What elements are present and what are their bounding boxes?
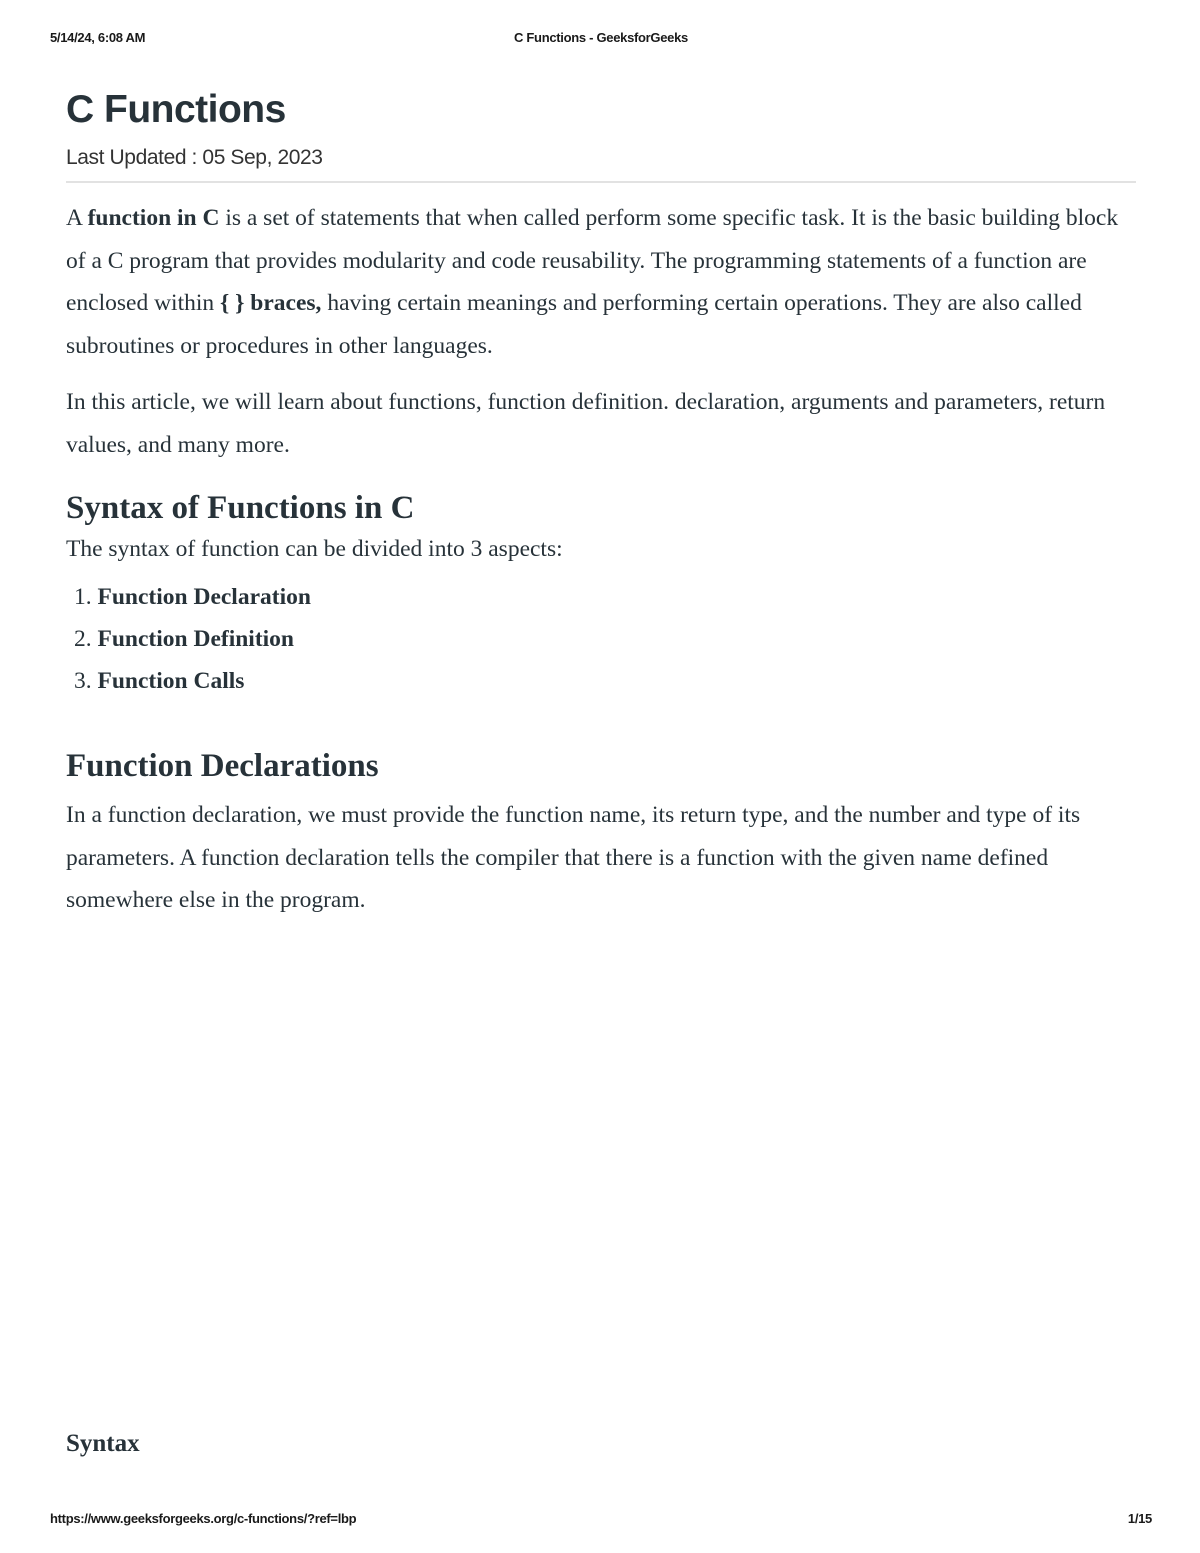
- divider: [66, 181, 1136, 183]
- aspects-list: [66, 576, 1136, 702]
- print-header: [50, 30, 1152, 48]
- list-item-number: 3.: [74, 668, 92, 694]
- declarations-heading: Function Declarations: [66, 748, 379, 784]
- list-item-label: Function Calls: [97, 668, 245, 694]
- intro-text-3: having certain meanings and performing certain operations. They are also called subroutines or procedures in other languages.: [66, 290, 1082, 359]
- print-page-number: 1/15: [1127, 1511, 1152, 1526]
- article-title: C Functions: [66, 88, 286, 131]
- intro-bold-function: function in C: [87, 205, 220, 231]
- print-page-title: C Functions - GeeksforGeeks: [514, 30, 688, 45]
- list-item: [66, 576, 1136, 618]
- intro-text-2: is a set of statements that when called perform some specific task. It is the basic building block of a C program that provides modularity and code reusability. The programming statements of a function are enclosed within: [66, 205, 1119, 316]
- intro-bold-braces: { } braces,: [220, 290, 322, 316]
- print-url: https://www.geeksforgeeks.org/c-functions/?ref=lbp: [50, 1511, 357, 1526]
- list-item-number: 2.: [74, 626, 92, 652]
- list-item-label: Function Declaration: [97, 584, 311, 610]
- list-item-label: Function Definition: [97, 626, 295, 652]
- list-item: [66, 618, 1136, 660]
- declarations-text: In a function declaration, we must provide the function name, its return type, and the number and type of its parameters. A function declaration tells the compiler that there is a function with the given name defined somewhere else in the program.: [66, 802, 1081, 913]
- print-datetime: 5/14/24, 6:08 AM: [50, 30, 146, 45]
- intro-text-1: A: [66, 205, 88, 231]
- intro-paragraph: [66, 197, 1136, 367]
- syntax-subheading: Syntax: [66, 1430, 140, 1457]
- syntax-heading: Syntax of Functions in C: [66, 490, 415, 526]
- last-updated: Last Updated : 05 Sep, 2023: [66, 146, 323, 169]
- print-footer: [50, 1511, 1152, 1529]
- syntax-text: The syntax of function can be divided into 3 aspects:: [66, 536, 563, 562]
- intro-paragraph-2: In this article, we will learn about functions, function definition. declaration, arguments and parameters, return values, and many more.: [66, 389, 1106, 458]
- article: [66, 82, 1136, 922]
- list-item-number: 1.: [74, 584, 92, 610]
- list-item: [66, 660, 1136, 702]
